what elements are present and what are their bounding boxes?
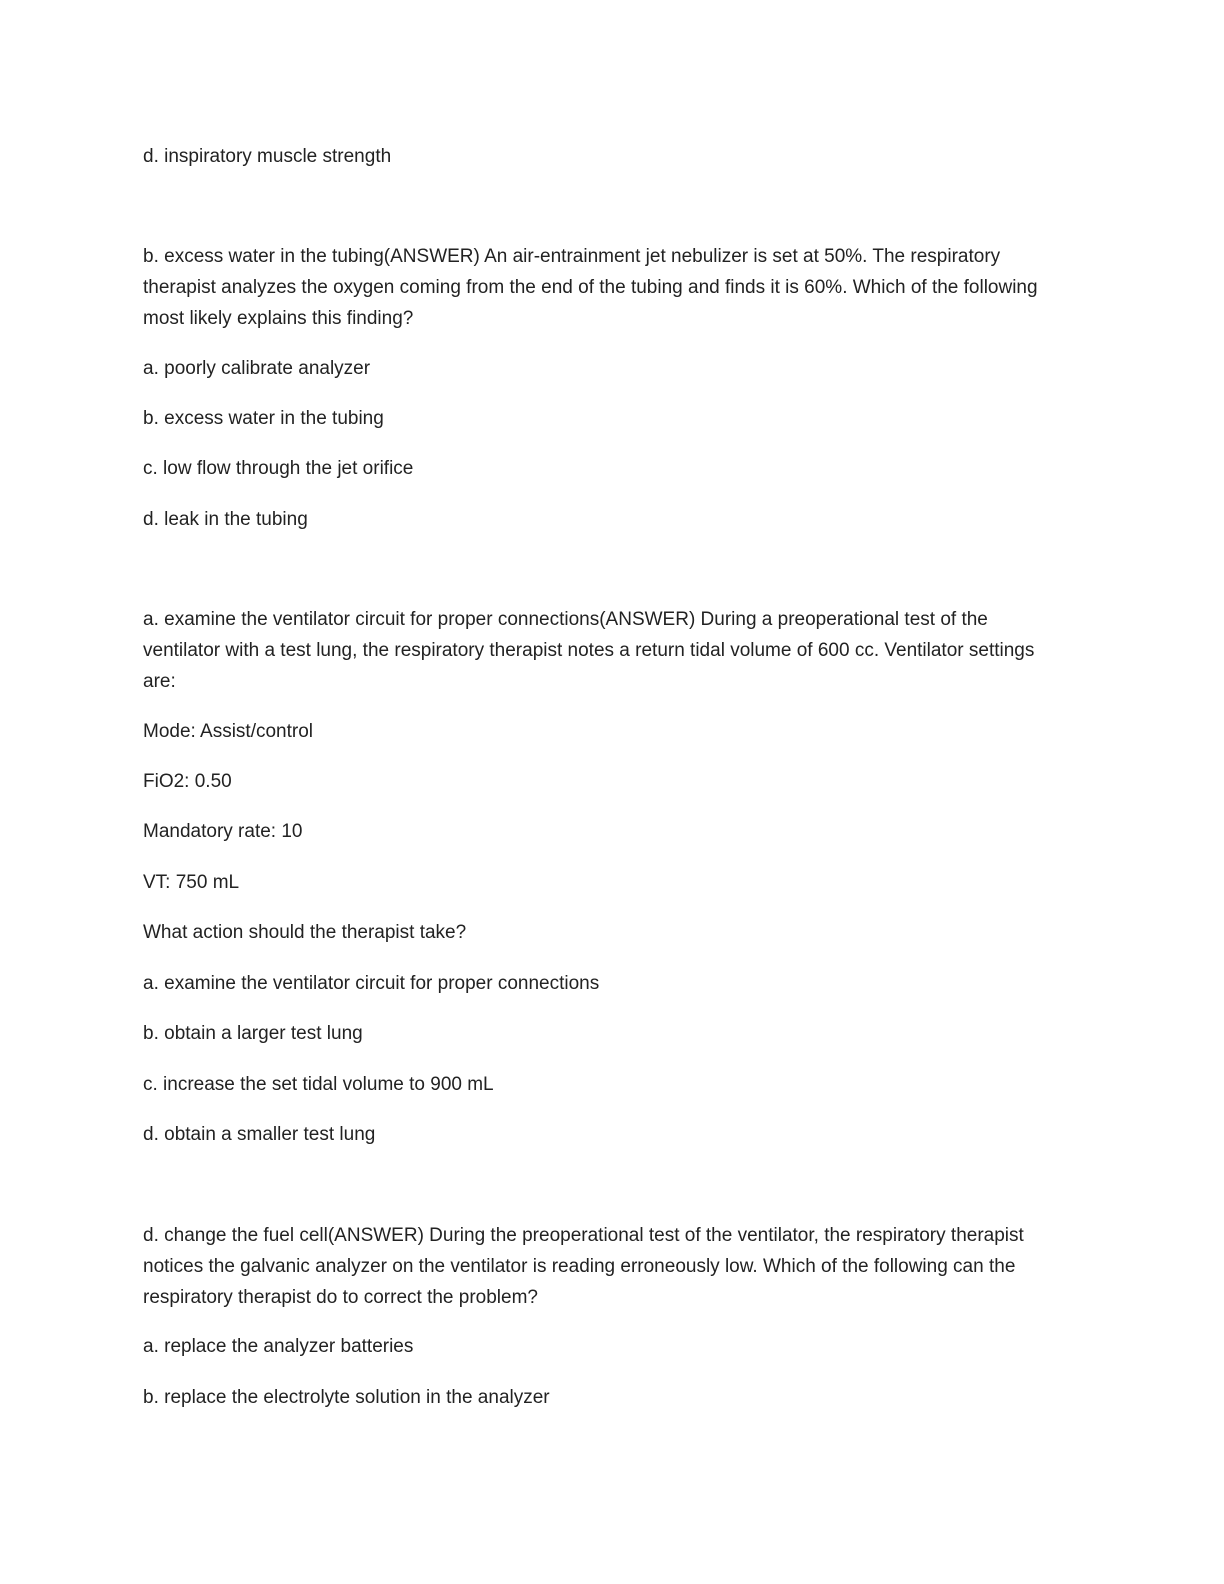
q2-option-b: b. obtain a larger test lung — [143, 1023, 363, 1044]
q2-option-d: d. obtain a smaller test lung — [143, 1124, 376, 1145]
q2-setting-fio2: FiO2: 0.50 — [143, 771, 232, 792]
q2-setting-mode: Mode: Assist/control — [143, 721, 314, 742]
q2-question: What action should the therapist take? — [143, 922, 467, 943]
q1-option-d: d. leak in the tubing — [143, 509, 308, 530]
q0-option-d: d. inspiratory muscle strength — [143, 146, 392, 167]
q2-setting-rate: Mandatory rate: 10 — [143, 821, 303, 842]
q1-stem: b. excess water in the tubing(ANSWER) An air-entrainment jet nebulizer is set at 50%. The respiratory therapist analyzes the oxygen coming from the end of the tubing and finds it is 60%. Which of the following most likely explains this finding? — [143, 246, 1038, 329]
q1-option-c: c. low flow through the jet orifice — [143, 458, 414, 479]
q3-stem: d. change the fuel cell(ANSWER) During the preoperational test of the ventilator, the respiratory therapist notices the galvanic analyzer on the ventilator is reading erroneously low. Which of the following can the respiratory therapist do to correct the problem? — [143, 1225, 1024, 1308]
q2-setting-vt: VT: 750 mL — [143, 872, 240, 893]
q3-option-b: b. replace the electrolyte solution in the analyzer — [143, 1387, 550, 1408]
q2-option-c: c. increase the set tidal volume to 900 mL — [143, 1074, 494, 1095]
q1-option-b: b. excess water in the tubing — [143, 408, 384, 429]
q1-option-a: a. poorly calibrate analyzer — [143, 358, 371, 379]
q2-option-a: a. examine the ventilator circuit for proper connections — [143, 973, 600, 994]
q2-stem: a. examine the ventilator circuit for proper connections(ANSWER) During a preoperational test of the ventilator with a test lung, the respiratory therapist notes a return tidal volume of 600 cc. Ventilator settings are: — [143, 609, 1035, 692]
q3-option-a: a. replace the analyzer batteries — [143, 1336, 414, 1357]
